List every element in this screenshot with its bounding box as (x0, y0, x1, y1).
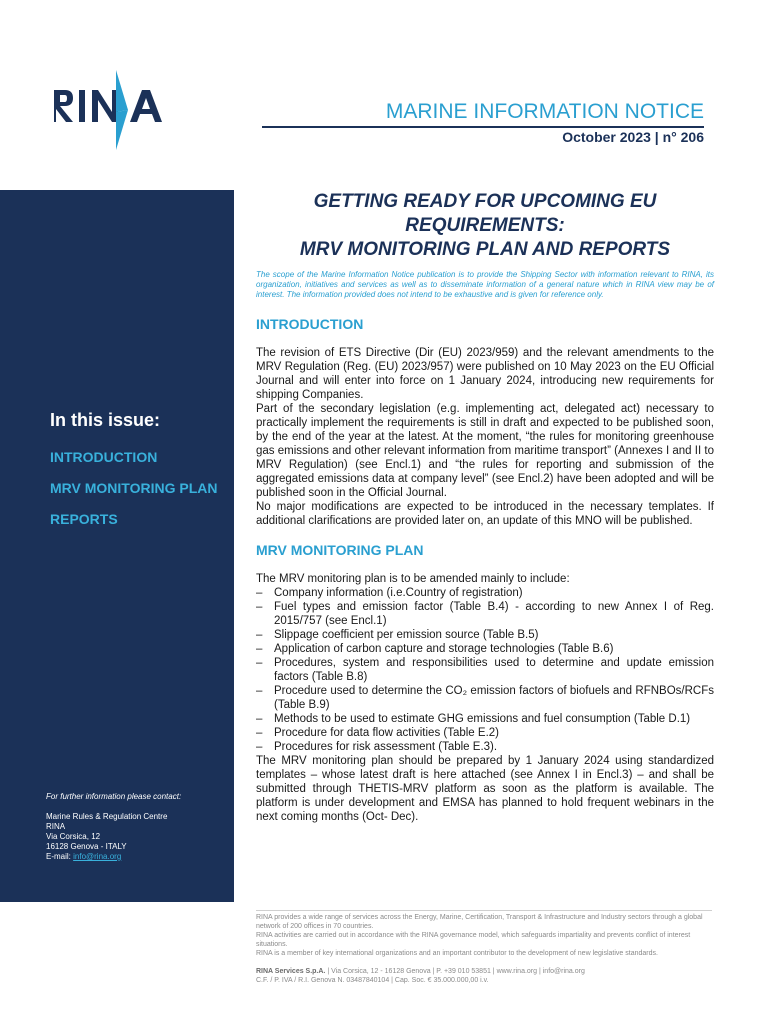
introduction-paragraph: Part of the secondary legislation (e.g. implementing act, delegated act) necessary to practically implement the requirements is still in draft and expected to be published soon, by the end of the year at the latest. At the moment, “the rules for monitoring greenhouse gas emissions and other relevant information from maritime transport” (Annexes I and II to MRV Regulation) (see Encl.1) and “the rules for reporting and submission of the aggregated emissions data at company level” (see Encl.2) have been adopted and will be published soon in the Official Journal. (256, 403, 714, 499)
bullet-dash: – (256, 629, 263, 641)
contact-line: 16128 Genova - ITALY (46, 842, 127, 851)
footer-line: RINA provides a wide range of services across the Energy, Marine, Certification, Transport & Infrastructure and Industry sectors through a global network of 200 offices in 70 countries. (256, 914, 703, 930)
contact-line: Marine Rules & Regulation Centre (46, 812, 168, 821)
list-item-text: Methods to be used to estimate GHG emissions and fuel consumption (Table D.1) (274, 713, 691, 725)
logo-letter-r (54, 90, 73, 122)
contact-line: Via Corsica, 12 (46, 832, 101, 841)
scope-statement: The scope of the Marine Information Notice publication is to provide the Shipping Sector with information relevant to RINA, its organization, initiatives and services as well as to disseminate information of a general nature which in RINA view may be of interest. The information provided does not intend to be exhaustive and is given for reference only. (256, 270, 714, 299)
bullet-dash: – (256, 741, 263, 753)
contact-intro: For further information please contact: (46, 792, 182, 801)
logo-wedge-upper (116, 70, 128, 112)
list-item (256, 740, 714, 754)
logo-letter-a (130, 90, 162, 122)
list-item (256, 642, 714, 656)
bullet-dash: – (256, 727, 263, 739)
headline (256, 190, 714, 262)
footer-company-line (256, 967, 712, 976)
footer-company-details: | Via Corsica, 12 - 16128 Genova | P. +39 010 53851 | www.rina.org | info@rina.org (327, 968, 585, 975)
introduction-paragraph: No major modifications are expected to be introduced in the necessary templates. If additional clarifications are provided later on, an update of this MNO will be published. (256, 501, 714, 527)
contact-email-row (46, 852, 232, 862)
mrv-closing-paragraph: The MRV monitoring plan should be prepared by 1 January 2024 using standardized templates – whose latest draft is here attached (see Annex I in Encl.3) – and shall be submitted through THETIS-MRV platform as soon as the platform is available. The platform is under development and EMSA has planned to hold frequent webinars in the next coming months (Oct- Dec). (256, 755, 714, 823)
footer-registration: C.F. / P. IVA / R.I. Genova N. 03487840104 | Cap. Soc. € 35.000.000,00 i.v. (256, 977, 489, 984)
issue-link-introduction[interactable]: INTRODUCTION (50, 449, 158, 465)
contact-email-label: E-mail: (46, 852, 71, 861)
list-item (256, 726, 714, 740)
list-item (256, 586, 714, 600)
list-item-text: Application of carbon capture and storage technologies (Table B.6) (274, 643, 614, 655)
footer-rule (256, 910, 712, 911)
bullet-dash: – (256, 601, 263, 613)
logo-letter-n (92, 90, 118, 122)
notice-date: October 2023 | n° 206 (562, 129, 704, 145)
issue-links (50, 450, 230, 543)
list-item-text: Procedure for data flow activities (Table E.2) (274, 727, 499, 739)
list-item (256, 656, 714, 684)
contact-block (46, 792, 232, 862)
footer-line: RINA activities are carried out in accordance with the RINA governance model, which safeguards impartiality and prevents conflict of interest situations. (256, 932, 691, 948)
issue-link-reports[interactable]: REPORTS (50, 511, 118, 527)
notice-title: MARINE INFORMATION NOTICE (385, 100, 704, 123)
bullet-dash: – (256, 587, 263, 599)
headline-line: GETTING READY FOR UPCOMING EU (313, 191, 657, 212)
contact-line: RINA (46, 822, 66, 831)
logo-wedge-lower (116, 110, 128, 150)
list-item-text: Procedures for risk assessment (Table E.3). (274, 741, 498, 753)
introduction-heading: INTRODUCTION (256, 316, 364, 332)
header-rule (262, 126, 704, 128)
headline-line: REQUIREMENTS: (405, 215, 565, 236)
list-item-text: Slippage coefficient per emission source (Table B.5) (274, 629, 539, 641)
contact-email-link[interactable]: info@rina.org (73, 852, 122, 861)
headline-line: MRV MONITORING PLAN AND REPORTS (299, 239, 671, 260)
footer-company-name: RINA Services S.p.A. (256, 968, 326, 975)
main-content (256, 190, 714, 824)
mrv-monitoring-plan-heading: MRV MONITORING PLAN (256, 542, 424, 558)
list-item (256, 684, 714, 712)
logo-letter-i (79, 90, 85, 122)
bullet-dash: – (256, 657, 263, 669)
footer (256, 910, 712, 985)
bullet-dash: – (256, 643, 263, 655)
issue-link-mrv-monitoring-plan[interactable]: MRV MONITORING PLAN (50, 480, 218, 496)
mrv-requirements-list (256, 586, 714, 754)
mrv-lead: The MRV monitoring plan is to be amended mainly to include: (256, 573, 570, 585)
list-item-text: Procedure used to determine the CO₂ emission factors of biofuels and RFNBOs/RCFs (Table B.9) (274, 685, 714, 711)
rina-logo (52, 68, 180, 152)
list-item (256, 600, 714, 628)
in-this-issue-heading: In this issue: (50, 410, 161, 430)
list-item-text: Procedures, system and responsibilities used to determine and update emission factors (Table B.8) (274, 657, 714, 683)
list-item (256, 712, 714, 726)
introduction-paragraph: The revision of ETS Directive (Dir (EU) 2023/959) and the relevant amendments to the MRV Regulation (Reg. (EU) 2023/957) were published on 10 May 2023 on the EU Official Journal and will enter into force on 1 January 2024, introducing new requirements for shipping Companies. (256, 347, 714, 401)
list-item-text: Company information (i.e.Country of registration) (274, 587, 523, 599)
bullet-dash: – (256, 685, 263, 697)
list-item (256, 628, 714, 642)
bullet-dash: – (256, 713, 263, 725)
list-item-text: Fuel types and emission factor (Table B.4) - according to new Annex I of Reg. 2015/757 (see Encl.1) (274, 601, 714, 627)
footer-line: RINA is a member of key international organizations and an important contributor to the development of new legislative standards. (256, 950, 658, 957)
